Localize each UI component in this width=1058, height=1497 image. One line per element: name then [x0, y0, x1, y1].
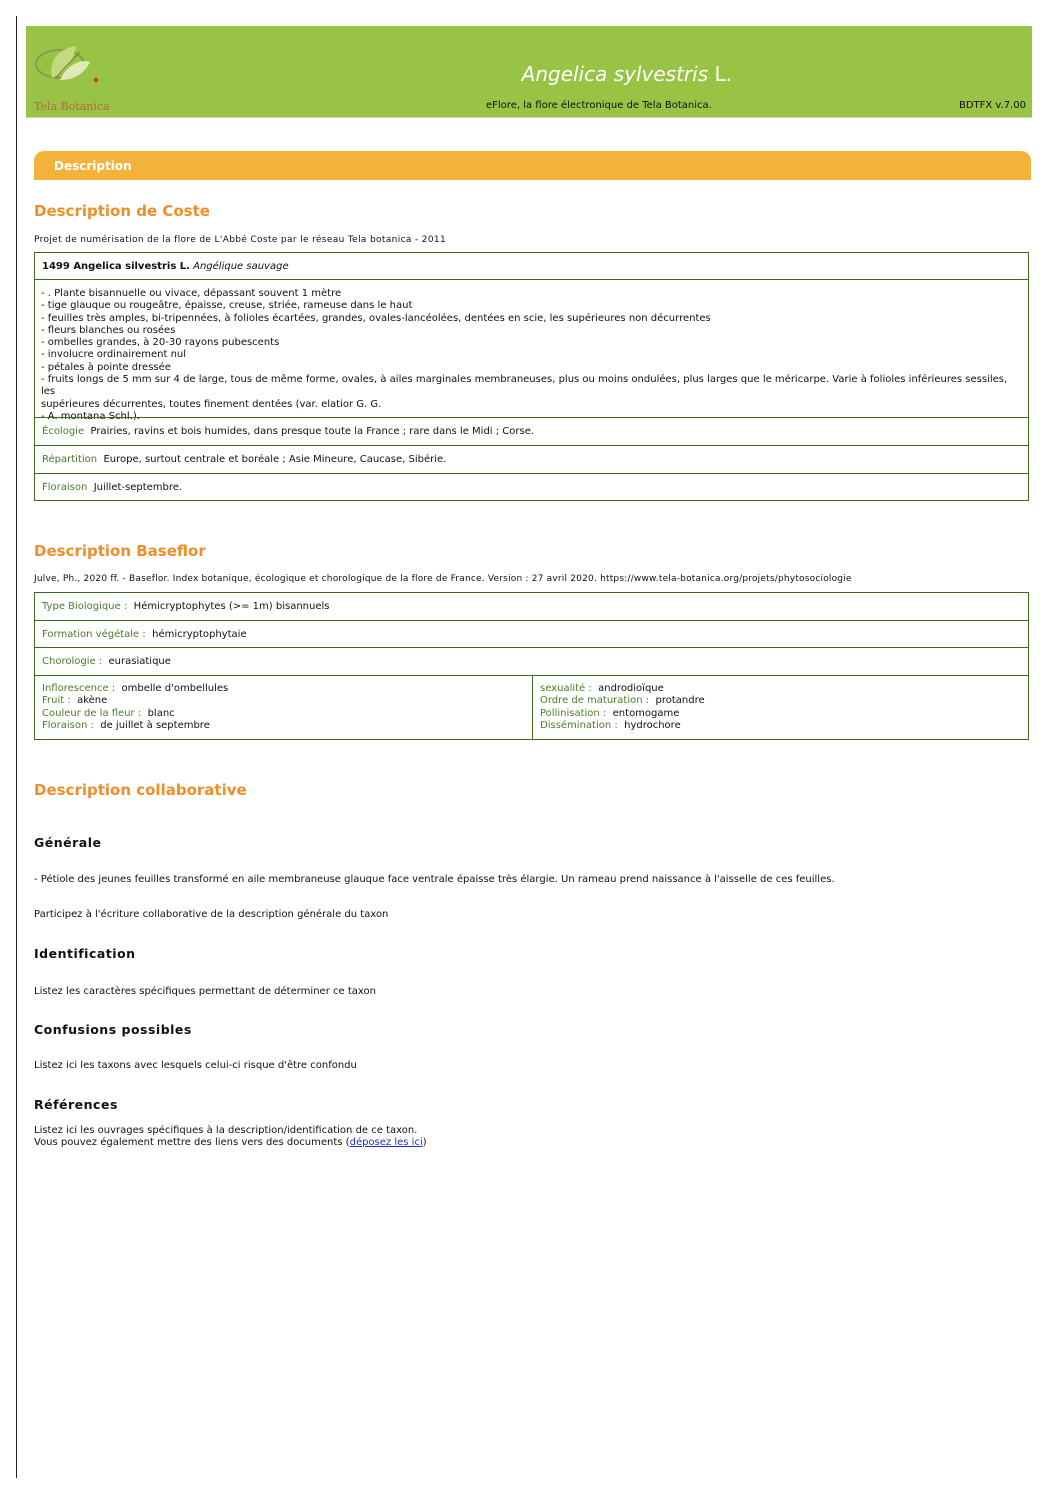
references-suffix: ) [422, 1137, 427, 1148]
baseflor-chorologie-row [42, 656, 171, 667]
baseflor-traits-left [35, 676, 533, 739]
coste-line: - fleurs blanches ou rosées [41, 324, 176, 336]
collab-section-title: Description collaborative [34, 781, 247, 799]
repartition-label: Répartition [42, 454, 98, 465]
baseflor-section-title: Description Baseflor [34, 542, 206, 560]
baseflor-formation-row [42, 629, 247, 640]
tela-botanica-logo [30, 40, 122, 113]
description-banner [34, 151, 1031, 180]
chorologie-label: Chorologie : [42, 656, 103, 667]
coste-line: - ombelles grandes, à 20-30 rayons pubescents [41, 337, 280, 349]
type-biologique-value: Hémicryptophytes (>= 1m) bisannuels [133, 601, 330, 612]
formation-label: Formation végétale : [42, 629, 146, 640]
baseflor-right-list [540, 683, 705, 733]
coste-heading-common: Angélique sauvage [193, 261, 289, 272]
trait-label: Inflorescence : [42, 683, 116, 694]
ecologie-value: Prairies, ravins et bois humides, dans presque toute la France ; rare dans le Midi ; Corse. [90, 426, 535, 437]
baseflor-trait-row [540, 708, 705, 720]
coste-line: - pétales à pointe dressée [41, 361, 171, 373]
trait-value: entomogame [612, 707, 680, 719]
coste-line: - . Plante bisannuelle ou vivace, dépassant souvent 1 mètre [41, 288, 342, 299]
deposez-link[interactable]: déposez les ici [349, 1137, 423, 1148]
baseflor-traits-right [533, 676, 1029, 739]
taxon-author: L. [714, 62, 732, 86]
baseflor-type-box [34, 592, 1029, 621]
trait-value: akène [77, 695, 108, 707]
baseflor-trait-row [42, 708, 228, 720]
coste-description-list [41, 288, 1021, 423]
type-biologique-label: Type Biologique : [42, 601, 128, 612]
repartition-value: Europe, surtout centrale et boréale ; Asie Mineure, Caucase, Sibérie. [103, 454, 447, 465]
trait-label: Fruit : [42, 695, 71, 707]
logo-text: Tela Botanica [34, 100, 110, 113]
trait-value: hydrochore [624, 720, 681, 732]
coste-source: Projet de numérisation de la flore de L'Abbé Coste par le réseau Tela botanica - 2011 [34, 235, 447, 245]
trait-value: androdioïque [598, 683, 664, 694]
identification-text: Listez les caractères spécifiques permettant de déterminer ce taxon [34, 986, 376, 997]
coste-line: - A. montana Schl.). [41, 410, 140, 422]
coste-line: supérieures décurrentes, toutes finement dentées (var. elatior G. G. [41, 398, 382, 410]
banner-label: Description [54, 159, 132, 173]
coste-ecologie-row [42, 426, 534, 437]
trait-value: blanc [147, 707, 175, 719]
header-subtitle: eFlore, la flore électronique de Tela Botanica. [486, 100, 712, 111]
baseflor-trait-row [540, 720, 705, 732]
coste-heading-box [34, 252, 1029, 280]
identification-title: Identification [34, 946, 136, 961]
coste-line: - involucre ordinairement nul [41, 349, 187, 361]
floraison-value: Juillet-septembre. [93, 482, 183, 493]
coste-floraison-box [34, 473, 1029, 501]
baseflor-source: Julve, Ph., 2020 ff. - Baseflor. Index botanique, écologique et chorologique de la flore de France. Version : 27 avril 2020. https://www.tela-botanica.org/projets/phytosociologie [34, 574, 852, 584]
baseflor-chorologie-box [34, 647, 1029, 676]
references-line1: Listez ici les ouvrages spécifiques à la description/identification de ce taxon. [34, 1125, 418, 1136]
version-label: BDTFX v.7.00 [958, 100, 1026, 111]
baseflor-traits-box [34, 675, 1029, 740]
coste-floraison-row [42, 482, 182, 493]
trait-value: protandre [655, 695, 705, 707]
trait-label: Dissémination : [540, 720, 618, 732]
header-bar [26, 26, 1032, 118]
baseflor-trait-row [540, 683, 705, 695]
trait-label: Couleur de la fleur : [42, 707, 142, 719]
references-prefix: Vous pouvez également mettre des liens vers des documents ( [34, 1137, 350, 1148]
confusions-text: Listez ici les taxons avec lesquels celui-ci risque d'être confondu [34, 1060, 357, 1071]
trait-value: de juillet à septembre [100, 720, 210, 732]
coste-line: - fruits longs de 5 mm sur 4 de large, tous de même forme, ovales, à ailes marginales membraneuses, plus ou moins ondulées, plus larges que le méricarpe. Varie à folioles inférieures sessiles, les [41, 374, 1008, 398]
baseflor-trait-row [42, 695, 228, 707]
coste-description-box [34, 279, 1029, 422]
baseflor-type-row [42, 601, 329, 612]
trait-label: Ordre de maturation : [540, 695, 650, 707]
trait-label: sexualité : [540, 683, 592, 694]
generale-invite: Participez à l'écriture collaborative de la description générale du taxon [34, 909, 389, 920]
coste-line: - tige glauque ou rougeâtre, épaisse, creuse, striée, rameuse dans le haut [41, 300, 413, 312]
page-title [522, 62, 732, 86]
floraison-label: Floraison [42, 482, 88, 493]
trait-value: ombelle d'ombellules [121, 683, 229, 694]
coste-repartition-row [42, 454, 446, 465]
baseflor-trait-row [540, 695, 705, 707]
coste-line: - feuilles très amples, bi-tripennées, à folioles écartées, grandes, ovales-lancéolées, dentées en scie, les supérieures non décurrentes [41, 312, 711, 324]
taxon-name: Angelica sylvestris [521, 62, 709, 86]
trait-label: Pollinisation : [540, 707, 607, 719]
coste-repartition-box [34, 445, 1029, 474]
generale-text: - Pétiole des jeunes feuilles transformé en aile membraneuse glauque face ventrale épaisse très élargie. Un rameau prend naissance à l'aisselle de ces feuilles. [34, 874, 835, 885]
baseflor-trait-row [42, 683, 228, 695]
references-line2 [34, 1137, 427, 1148]
references-title: Références [34, 1097, 118, 1112]
coste-ecologie-box [34, 417, 1029, 446]
confusions-title: Confusions possibles [34, 1022, 192, 1037]
ecologie-label: Écologie [42, 426, 85, 437]
trait-label: Floraison : [42, 720, 94, 732]
coste-heading [42, 261, 289, 272]
baseflor-formation-box [34, 620, 1029, 648]
generale-title: Générale [34, 835, 102, 850]
formation-value: hémicryptophytaie [152, 629, 247, 640]
page-left-rule [16, 16, 17, 1478]
chorologie-value: eurasiatique [108, 656, 171, 667]
coste-section-title: Description de Coste [34, 202, 210, 220]
baseflor-trait-row [42, 720, 228, 732]
coste-heading-name: 1499 Angelica silvestris L. [42, 261, 190, 272]
baseflor-left-list [42, 683, 228, 733]
